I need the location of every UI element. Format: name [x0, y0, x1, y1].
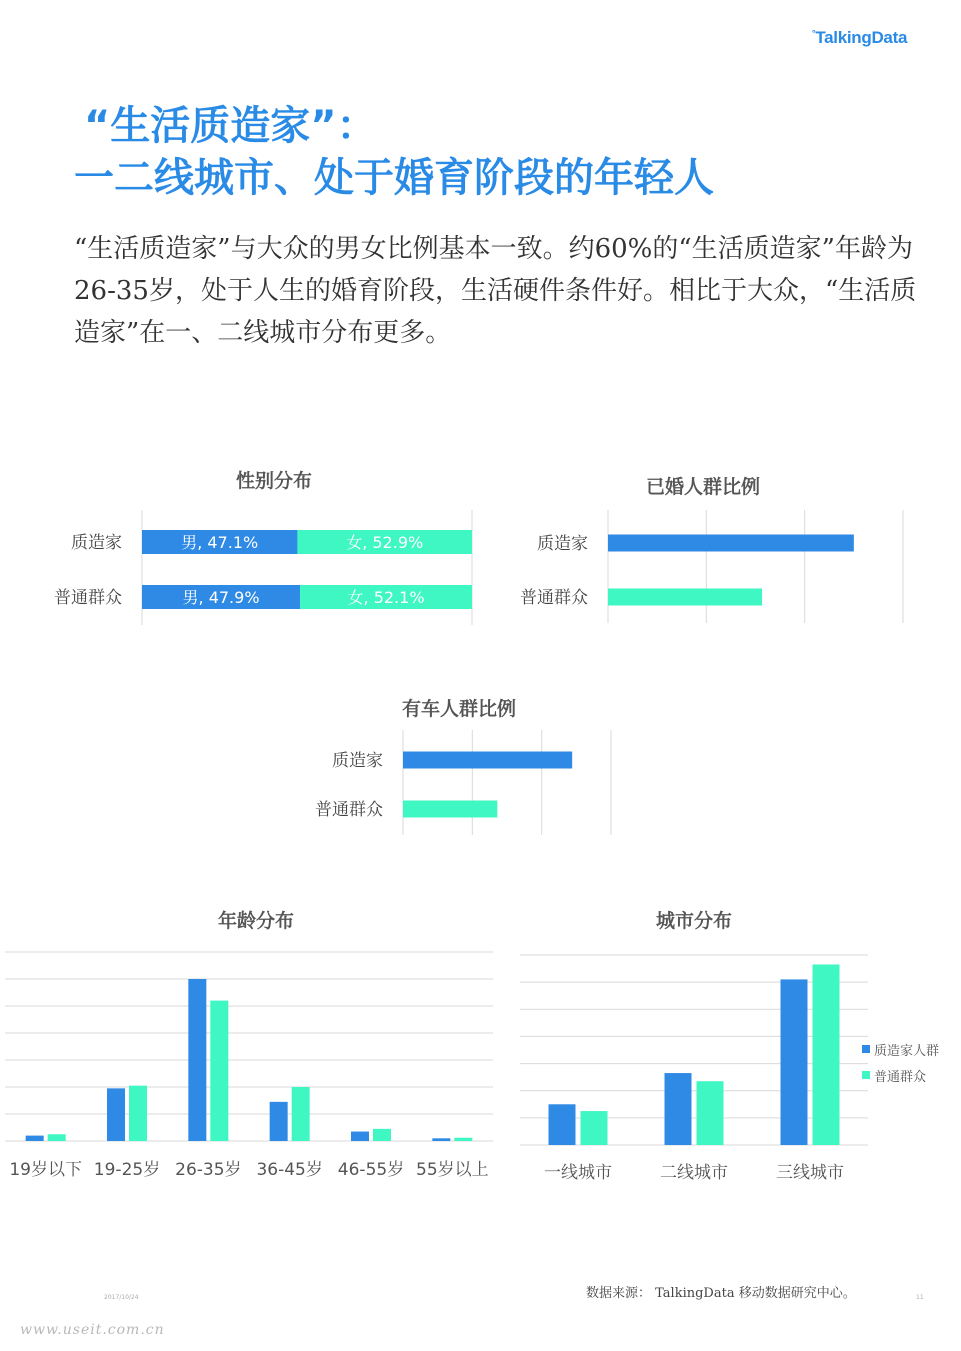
category-label: 质造家	[537, 534, 588, 554]
age-chart	[0, 945, 500, 1190]
category-label: 质造家	[71, 533, 122, 553]
category-label: 质造家	[332, 751, 383, 771]
bar	[608, 535, 854, 552]
column-bar	[48, 1134, 66, 1141]
city-chart	[515, 945, 875, 1190]
tick-label: 二线城市	[660, 1163, 728, 1183]
column-bar	[351, 1132, 369, 1141]
column-bar	[432, 1138, 450, 1141]
legend-swatch-icon	[862, 1071, 870, 1079]
legend-swatch-icon	[862, 1045, 870, 1053]
column-bar	[188, 979, 206, 1141]
data-label: 男, 47.1%	[181, 533, 259, 552]
category-label: 普通群众	[54, 588, 122, 608]
column-bar	[697, 1081, 724, 1145]
age-chart-title: 年龄分布	[218, 910, 295, 932]
data-label: 男, 47.9%	[182, 588, 260, 607]
footer-page-number: 11	[916, 1294, 924, 1301]
bar	[608, 589, 762, 606]
page-title	[74, 100, 714, 204]
category-label: 普通群众	[315, 800, 383, 820]
brand-logo	[812, 28, 907, 48]
legend-item	[862, 1062, 939, 1088]
intro-paragraph: “生活质造家”与大众的男女比例基本一致。约60%的“生活质造家”年龄为26-35岁，处于人生的婚育阶段，生活硬件条件好。相比于大众，“生活质造家”在一、二线城市分布更多。	[74, 234, 917, 348]
tick-label: 36-45岁	[256, 1160, 323, 1180]
tick-label: 19-25岁	[93, 1160, 161, 1180]
category-label: 普通群众	[520, 588, 588, 608]
gender-chart-title: 性别分布	[236, 470, 313, 492]
legend-item	[862, 1036, 939, 1062]
logo-dot-icon: °	[812, 28, 816, 38]
city-legend	[862, 1036, 939, 1088]
tick-label: 19岁以下	[9, 1160, 82, 1180]
column-bar	[781, 979, 808, 1145]
tick-label: 55岁以上	[416, 1160, 489, 1180]
data-label: 女, 52.1%	[347, 588, 425, 607]
gender-chart	[0, 510, 480, 630]
column-bar	[129, 1086, 147, 1141]
married-chart	[490, 510, 910, 630]
data-label: 女, 52.9%	[346, 533, 424, 552]
column-bar	[813, 965, 840, 1146]
legend-label: 普通群众	[874, 1069, 927, 1085]
car-chart	[290, 730, 620, 840]
column-bar	[549, 1104, 576, 1145]
bar	[403, 752, 572, 769]
column-bar	[373, 1129, 391, 1141]
city-chart-title: 城市分布	[656, 910, 733, 932]
column-bar	[292, 1087, 310, 1141]
title-line-2: 一二线城市、处于婚育阶段的年轻人	[74, 155, 714, 201]
column-bar	[210, 1001, 228, 1141]
tick-label: 一线城市	[544, 1163, 612, 1183]
column-bar	[665, 1073, 692, 1145]
tick-label: 26-35岁	[175, 1160, 242, 1180]
footer-date: 2017/10/24	[104, 1294, 139, 1301]
tick-label: 46-55岁	[337, 1160, 405, 1180]
tick-label: 三线城市	[776, 1163, 844, 1183]
column-bar	[454, 1138, 472, 1141]
car-chart-title: 有车人群比例	[402, 698, 517, 720]
footer-source: 数据来源： TalkingData 移动数据研究中心。	[586, 1286, 856, 1301]
column-bar	[107, 1088, 125, 1141]
column-bar	[270, 1102, 288, 1141]
legend-label: 质造家人群	[874, 1043, 940, 1059]
bar	[403, 801, 497, 818]
title-line-1: “生活质造家”：	[84, 103, 377, 149]
watermark: www.useit.com.cn	[20, 1322, 165, 1338]
married-chart-title: 已婚人群比例	[646, 476, 761, 498]
logo-text: TalkingData	[815, 28, 908, 47]
column-bar	[26, 1136, 44, 1141]
column-bar	[581, 1111, 608, 1145]
